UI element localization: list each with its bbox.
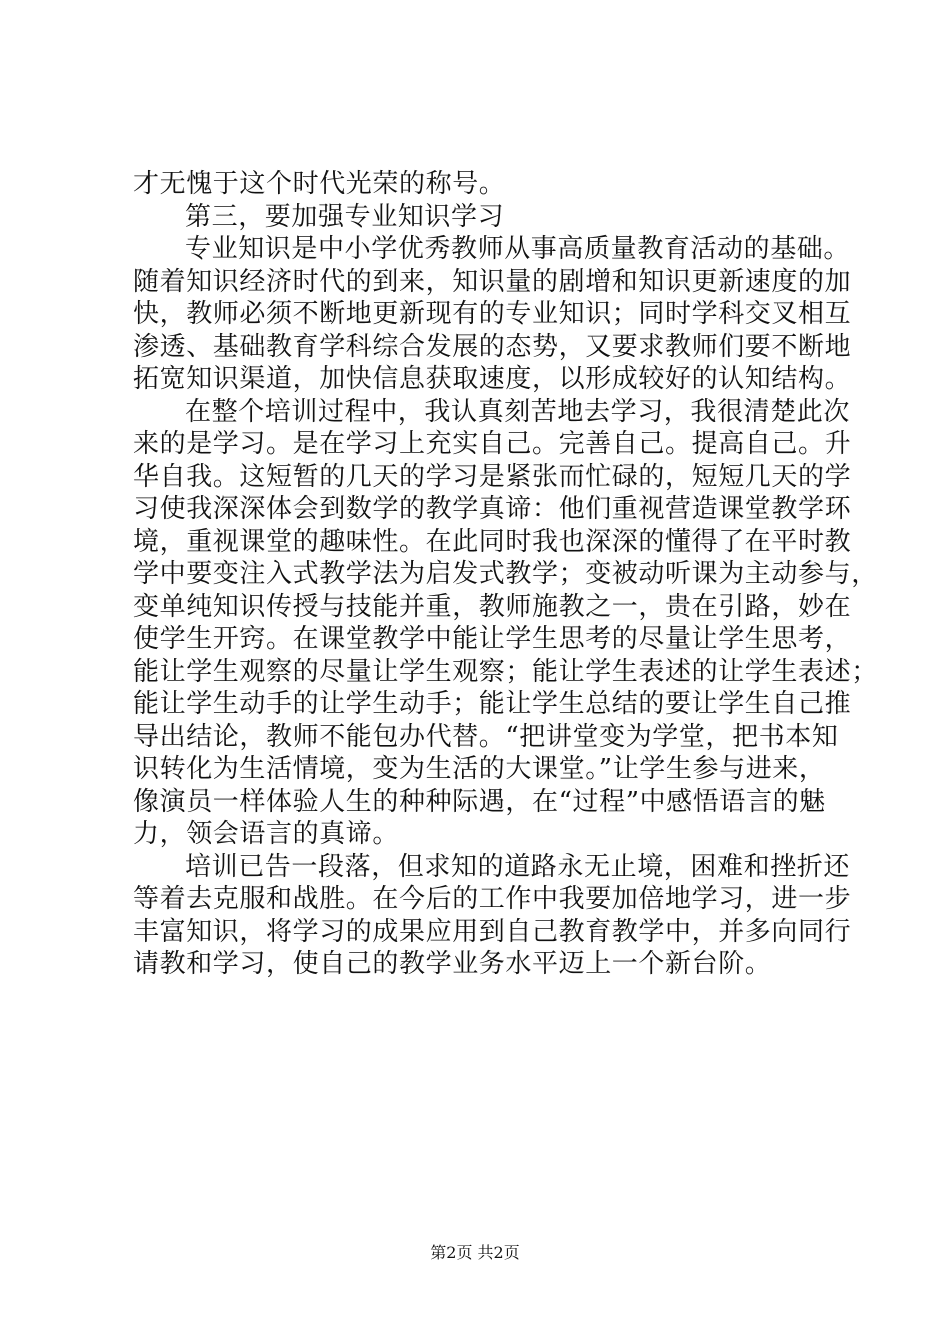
text-line: 习使我深深体会到数学的教学真谛：他们重视营造课堂教学环 [133,494,852,524]
text-line: 拓宽知识渠道，加快信息获取速度，以形成较好的认知结构。 [133,364,852,394]
text-line: 像演员一样体验人生的种种际遇，在“过程”中感悟语言的魅 [133,786,826,817]
text-line: 等着去克服和战胜。在今后的工作中我要加倍地学习，进一步 [133,884,852,914]
text-line: 专业知识是中小学优秀教师从事高质量教育活动的基础。 [185,234,851,264]
text-line: 随着知识经济时代的到来，知识量的剧增和知识更新速度的加 [133,266,852,297]
text-line: 丰富知识，将学习的成果应用到自己教育教学中，并多向同行 [133,916,852,947]
text-line: 变单纯知识传授与技能并重，教师施教之一，贵在引路，妙在 [133,591,852,622]
text-line: 能让学生观察的尽量让学生观察；能让学生表述的让学生表述； [133,656,878,687]
text-line: 渗透、基础教育学科综合发展的态势，又要求教师们要不断地 [133,331,852,362]
text-line: 培训已告一段落，但求知的道路永无止境，困难和挫折还 [185,851,851,882]
text-line: 快，教师必须不断地更新现有的专业知识；同时学科交叉相互 [133,299,852,329]
text-line: 华自我。这短暂的几天的学习是紧张而忙碌的，短短几天的学 [133,461,852,492]
text-line: 能让学生动手的让学生动手；能让学生总结的要让学生自己推 [133,689,852,719]
page-footer: 第2页 共2页 [430,1243,520,1262]
text-line: 境，重视课堂的趣味性。在此同时我也深深的懂得了在平时教 [133,526,852,557]
text-line: 导出结论，教师不能包办代替。“把讲堂变为学堂，把书本知 [133,721,839,752]
text-line: 力，领会语言的真谛。 [133,819,400,849]
text-line: 来的是学习。是在学习上充实自己。完善自己。提高自己。升 [133,429,852,459]
document-body [133,168,878,981]
text-line: 学中要变注入式教学法为启发式教学；变被动听课为主动参与， [133,559,878,589]
text-line: 在整个培训过程中，我认真刻苦地去学习，我很清楚此次 [185,396,851,427]
text-line: 才无愧于这个时代光荣的称号。 [133,169,506,199]
text-line: 第三，要加强专业知识学习 [185,201,505,232]
text-line: 使学生开窍。在课堂教学中能让学生思考的尽量让学生思考， [133,624,852,654]
text-line: 请教和学习，使自己的教学业务水平迈上一个新台阶。 [133,949,772,979]
text-line: 识转化为生活情境，变为生活的大课堂。”让学生参与进来， [133,754,826,784]
